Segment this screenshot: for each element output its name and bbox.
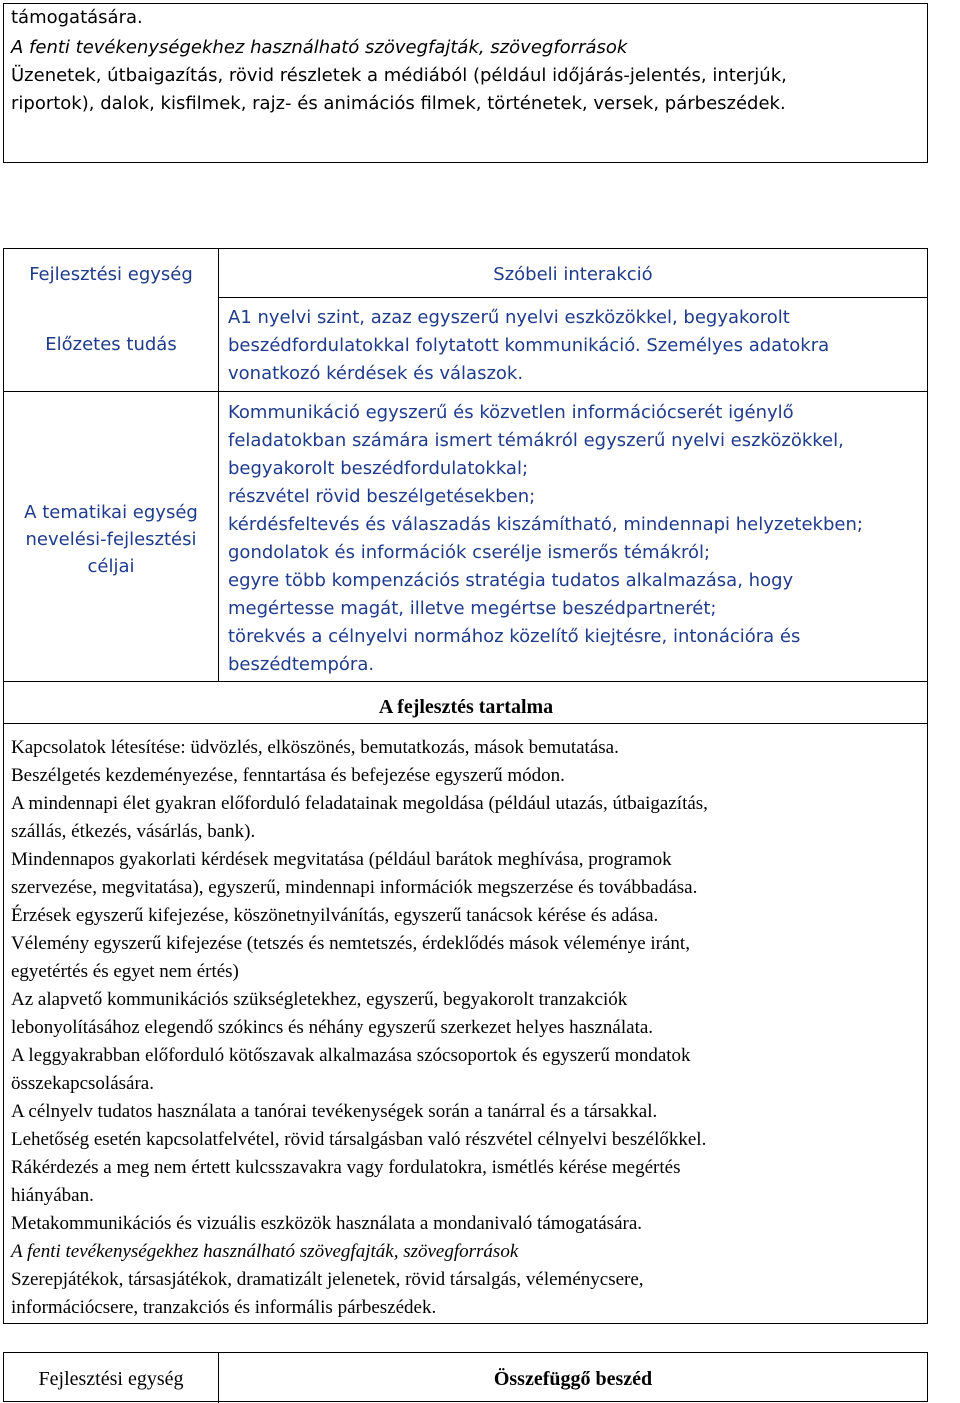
content-line-5: Mindennapos gyakorlati kérdések megvitatása (például barátok meghívása, programok xyxy=(11,849,672,870)
label-goals-1: A tematikai egység xyxy=(24,502,198,523)
content-line-18: Metakommunikációs és vizuális eszközök használata a mondanivaló támogatására. xyxy=(11,1213,643,1234)
label-prior-knowledge: Előzetes tudás xyxy=(45,334,177,355)
prior-line-2: beszédfordulatokkal folytatott kommunikáció. Személyes adatokra xyxy=(228,335,830,356)
row-divider-4 xyxy=(4,723,928,724)
content-line-1: Kapcsolatok létesítése: üdvözlés, elköszönés, bemutatkozás, mások bemutatása. xyxy=(11,737,619,758)
row-divider-2 xyxy=(4,391,928,392)
sources-line-1: Szerepjátékok, társasjátékok, dramatizált jelenetek, rövid társalgás, véleménycsere, xyxy=(11,1269,644,1290)
goals-line-6: gondolatok és információk cserélje ismerős témákról; xyxy=(228,542,711,563)
label-goals-3: céljai xyxy=(87,556,135,577)
top-line-1: támogatására. xyxy=(11,7,143,28)
goals-line-7: egyre több kompenzációs stratégia tudatos alkalmazása, hogy xyxy=(228,570,794,591)
goals-line-2: feladatokban számára ismert témákról egyszerű nyelvi eszközökkel, xyxy=(228,430,844,451)
content-line-2: Beszélgetés kezdeményezése, fenntartása és befejezése egyszerű módon. xyxy=(11,765,565,786)
goals-line-10: beszédtempóra. xyxy=(228,654,375,675)
content-line-7: Érzések egyszerű kifejezése, köszönetnyilvánítás, egyszerű tanácsok kérése és adása. xyxy=(11,905,659,926)
content-line-3: A mindennapi élet gyakran előforduló feladatainak megoldása (például utazás, útbaigazítás, xyxy=(11,793,708,814)
content-line-12: A leggyakrabban előforduló kötőszavak alkalmazása szócsoportok és egyszerű mondatok xyxy=(11,1045,691,1066)
prior-line-3: vonatkozó kérdések és válaszok. xyxy=(228,363,524,384)
sources-heading: A fenti tevékenységekhez használható szövegfajták, szövegforrások xyxy=(11,1241,519,1262)
content-line-9: egyetértés és egyet nem értés) xyxy=(11,961,239,982)
top-sources-heading: A fenti tevékenységekhez használható szövegfajták, szövegforrások xyxy=(11,37,628,58)
row-divider-1 xyxy=(218,297,928,298)
content-line-15: Lehetőség esetén kapcsolatfelvétel, rövid társalgásban való részvétel célnyelvi beszélőkkel. xyxy=(11,1129,707,1150)
bottom-table xyxy=(3,1352,928,1402)
content-line-10: Az alapvető kommunikációs szükségletekhez, egyszerű, begyakorolt tranzakciók xyxy=(11,989,628,1010)
content-line-13: összekapcsolására. xyxy=(11,1073,154,1094)
sources-line-2: információcsere, tranzakciós és informális párbeszédek. xyxy=(11,1297,437,1318)
unit-table xyxy=(3,248,928,1324)
content-line-4: szállás, étkezés, vásárlás, bank). xyxy=(11,821,256,842)
prior-line-1: A1 nyelvi szint, azaz egyszerű nyelvi eszközökkel, begyakorolt xyxy=(228,307,790,328)
top-line-3: Üzenetek, útbaigazítás, rövid részletek a médiából (például időjárás-jelentés, interjúk, xyxy=(11,65,787,86)
content-line-6: szervezése, megvitatása), egyszerű, mindennapi információk megszerzése és továbbadása. xyxy=(11,877,698,898)
label-goals-2: nevelési-fejlesztési xyxy=(25,529,197,550)
goals-line-9: törekvés a célnyelvi normához közelítő kiejtésre, intonációra és xyxy=(228,626,801,647)
goals-line-4: részvétel rövid beszélgetésekben; xyxy=(228,486,536,507)
goals-line-5: kérdésfeltevés és válaszadás kiszámítható, mindennapi helyzetekben; xyxy=(228,514,863,535)
content-line-16: Rákérdezés a meg nem értett kulcsszavakra vagy fordulatokra, ismétlés kérése megértés xyxy=(11,1157,681,1178)
content-line-8: Vélemény egyszerű kifejezése (tetszés és nemtetszés, érdeklődés mások véleménye iránt, xyxy=(11,933,690,954)
goals-line-8: megértesse magát, illetve megértse beszédpartnerét; xyxy=(228,598,717,619)
bottom-unit-title: Összefüggő beszéd xyxy=(493,1368,653,1390)
content-heading: A fejlesztés tartalma xyxy=(378,696,554,718)
content-line-14: A célnyelv tudatos használata a tanórai tevékenységek során a tanárral és a társakkal. xyxy=(11,1101,658,1122)
goals-line-3: begyakorolt beszédfordulatokkal; xyxy=(228,458,529,479)
col-divider xyxy=(218,249,219,681)
content-line-11: lebonyolításához elegendő szókincs és néhány egyszerű szerkezet helyes használata. xyxy=(11,1017,654,1038)
bottom-label-unit: Fejlesztési egység xyxy=(38,1368,184,1390)
top-text-box xyxy=(3,3,928,163)
top-line-4: riportok), dalok, kisfilmek, rajz- és animációs filmek, történetek, versek, párbeszédek. xyxy=(11,93,786,114)
goals-line-1: Kommunikáció egyszerű és közvetlen információcserét igénylő xyxy=(228,402,794,423)
content-line-17: hiányában. xyxy=(11,1185,94,1206)
row-divider-3 xyxy=(4,681,928,682)
unit-title: Szóbeli interakció xyxy=(493,264,653,285)
label-unit: Fejlesztési egység xyxy=(29,264,193,285)
